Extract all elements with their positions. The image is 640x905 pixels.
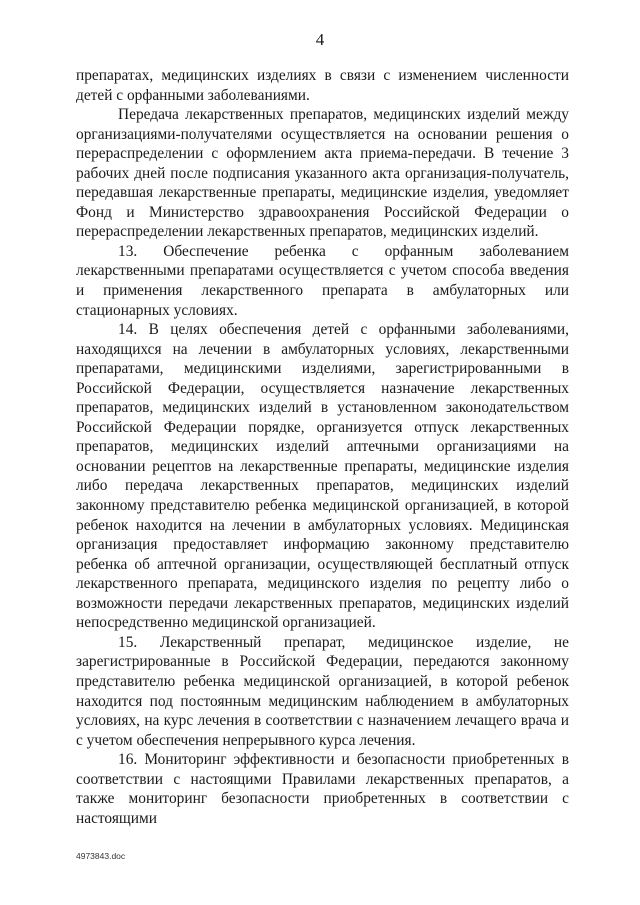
page-number: 4 [315,30,325,49]
file-name-footer: 4973843.doc [76,851,126,861]
paragraph-14: 14. В целях обеспечения детей с орфанными заболеваниями, находящихся на лечении в амбулаторных условиях, лекарственными препаратами, медицинскими изделиями, зарегистрированными в Российской Федерации, осуществляется назначение лекарственных препаратов, медицинских изделий в установленном законодательством Российской Федерации порядке, организуется отпуск лекарственных препаратов, медицинских изделий аптечными организациями на основании рецептов на лекарственные препараты, медицинские изделия либо передача лекарственных препаратов, медицинских изделий законному представителю ребенка медицинской организацией, в которой ребенок находится на лечении в амбулаторных условиях. Медицинская организация предоставляет информацию законному представителю ребенка об аптечной организации, осуществляющей бесплатный отпуск лекарственного препарата, медицинского изделия по рецепту либо о возможности передачи лекарственных препаратов, медицинских изделий непосредственно медицинской организацией. [76,321,569,632]
paragraph-continuation: препаратах, медицинских изделиях в связи с изменением численности детей с орфанными заболеваниями. [76,67,569,104]
paragraph-15: 15. Лекарственный препарат, медицинское изделие, не зарегистрированные в Российской Федерации, передаются законному представителю ребенка медицинской организацией, в которой ребенок находится под постоянным медицинским наблюдением в амбулаторных условиях, на курс лечения в соответствии с назначением лечащего врача и с учетом обеспечения непрерывного курса лечения. [76,633,569,749]
paragraph-13: 13. Обеспечение ребенка с орфанным заболеванием лекарственными препаратами осуществляется с учетом способа введения и применения лекарственного препарата в амбулаторных или стационарных условиях. [76,242,569,319]
document-body [76,66,569,828]
paragraph-transfer: Передача лекарственных препаратов, медицинских изделий между организациями-получателями осуществляется на основании решения о перераспределении с оформлением акта приема-передачи. В течение 3 рабочих дней после подписания указанного акта организация-получатель, передавшая лекарственные препараты, медицинские изделия, уведомляет Фонд и Министерство здравоохранения Российской Федерации о перераспределении лекарственных препаратов, медицинских изделий. [76,106,569,241]
paragraph-16: 16. Мониторинг эффективности и безопасности приобретенных в соответствии с настоящими Правилами лекарственных препаратов, а также мониторинг безопасности приобретенных в соответствии с настоящими [76,751,569,827]
